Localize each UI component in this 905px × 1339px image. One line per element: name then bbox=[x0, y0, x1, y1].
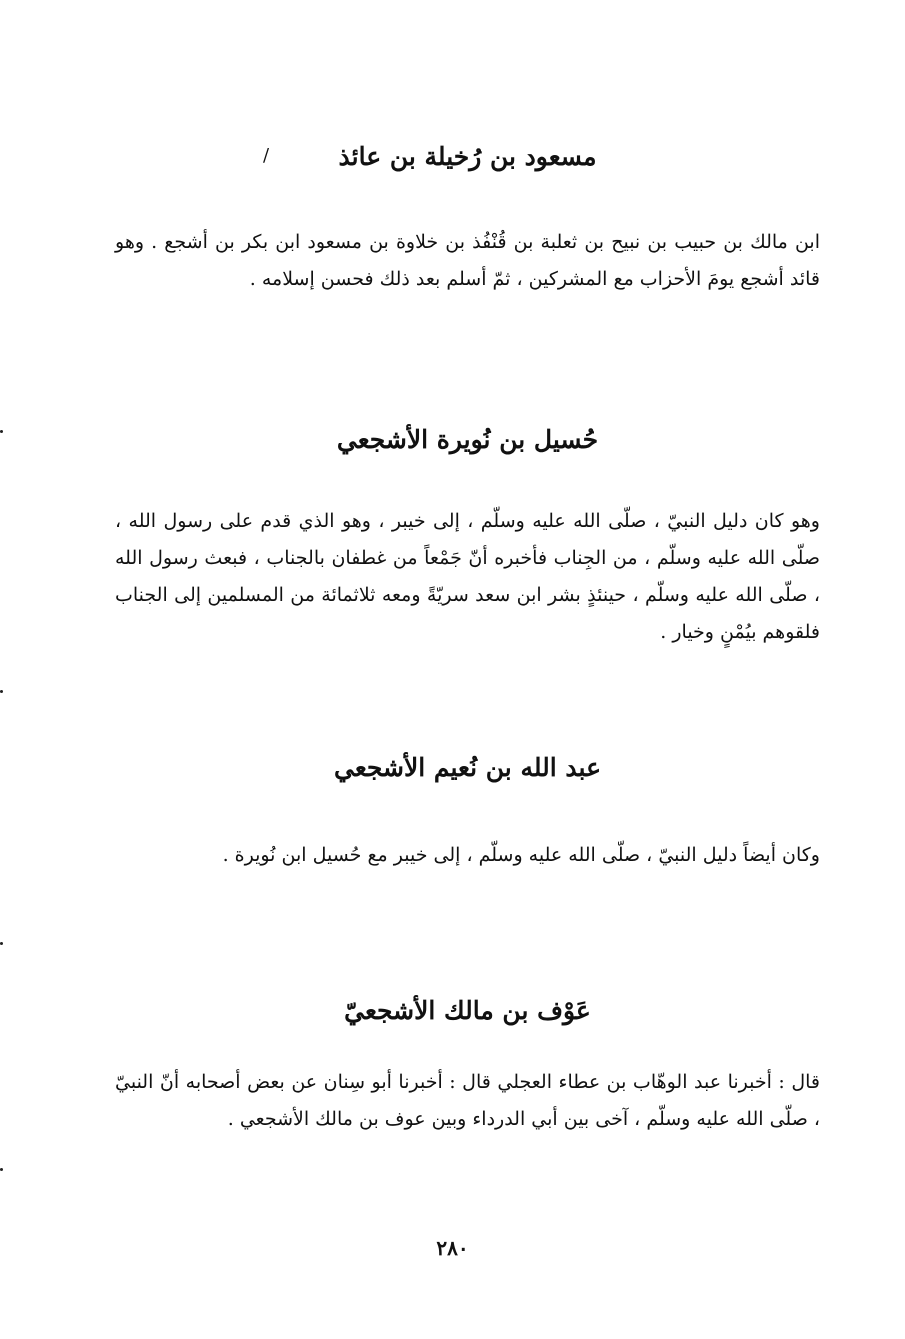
marginal-mark: / bbox=[263, 145, 270, 166]
entry-heading: حُسيل بن نُويرة الأشجعي bbox=[336, 425, 599, 454]
entry-heading: عبد الله بن نُعيم الأشجعي bbox=[333, 753, 602, 782]
entry-paragraph: وهو كان دليل النبيّ ، صلّى الله عليه وسلّم ، إلى خيبر ، وهو الذي قدم على رسول الله ، صلّى الله عليه وسلّم ، من الجِناب فأخبره أنّ جَمْعاً من غطفان بالجناب ، فبعث رسول الله ، صلّى الله عليه وسلّم ، حينئذٍ بشر ابن سعد سريّةً ومعه ثلاثمائة من المسلمين إلى الجناب فلقوهم بيُمْنٍ وخيار . bbox=[115, 510, 820, 643]
entry-masud-ibn-rukhayla bbox=[115, 140, 820, 298]
scan-edge-mark bbox=[0, 690, 3, 693]
entry-paragraph: قال : أخبرنا عبد الوهّاب بن عطاء العجلي قال : أخبرنا أبو سِنان عن بعض أصحابه أنّ النبيّ ، صلّى الله عليه وسلّم ، آخى بين أبي الدرداء وبين عوف بن مالك الأشجعي . bbox=[115, 1071, 820, 1130]
scan-edge-mark bbox=[0, 942, 3, 945]
scan-edge-mark bbox=[0, 1168, 3, 1171]
entry-paragraph: وكان أيضاً دليل النبيّ ، صلّى الله عليه وسلّم ، إلى خيبر مع حُسيل ابن نُويرة . bbox=[222, 844, 820, 866]
entry-awf-ibn-malik bbox=[115, 994, 820, 1138]
entry-heading: مسعود بن رُخيلة بن عائذ bbox=[338, 142, 597, 171]
scan-edge-mark bbox=[0, 430, 3, 433]
entry-husayl-ibn-nuwayra bbox=[115, 423, 820, 651]
entry-abdullah-ibn-nuaym bbox=[115, 751, 820, 874]
entry-heading: عَوْف بن مالك الأشجعيّ bbox=[344, 996, 591, 1025]
page-number: ٢٨٠ bbox=[436, 1236, 469, 1260]
entry-paragraph: ابن مالك بن حبيب بن نبيح بن ثعلبة بن قُنْفُذ بن خلاوة بن مسعود ابن بكر بن أشجع . وهو قائد أشجع يومَ الأحزاب مع المشركين ، ثمّ أسلم بعد ذلك فحسن إسلامه . bbox=[115, 231, 820, 290]
